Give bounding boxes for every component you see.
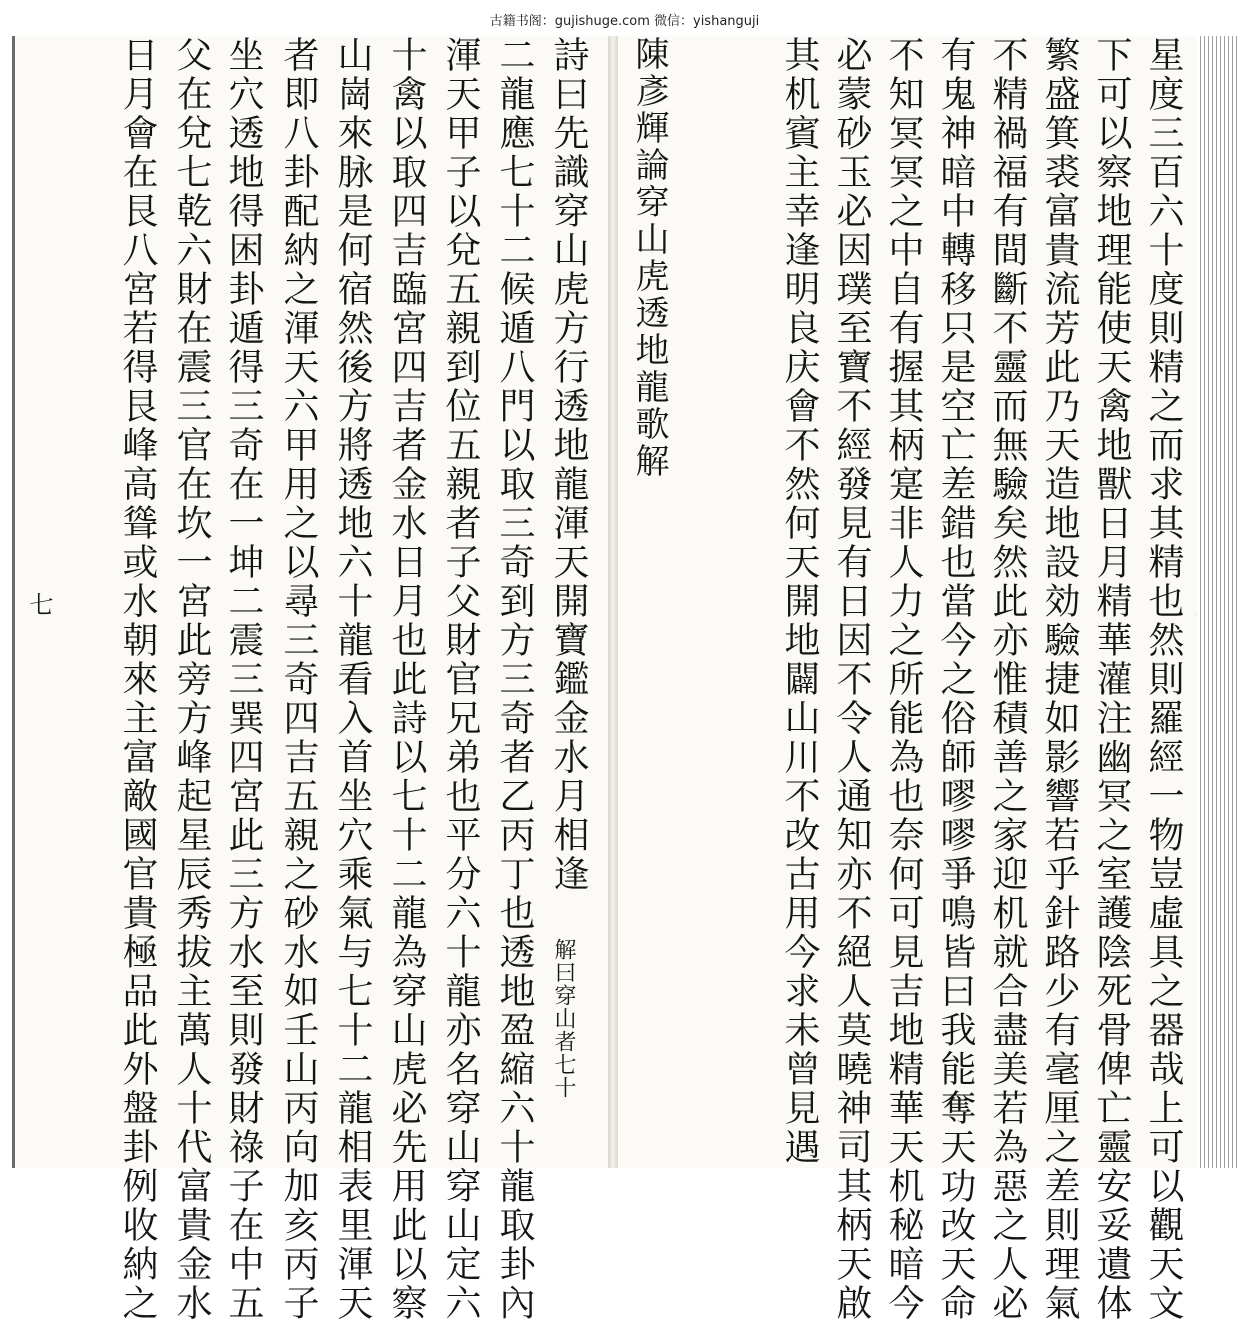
left-column-6: 者即八卦配納之渾天六甲用之以尋三奇四吉五親之砂水如壬山丙向加亥丙子 bbox=[278, 36, 319, 1323]
right-column-3: 繁盛箕裘富貴流芳此乃天造地設効驗捷如影響若乎針路少有毫厘之差則理氣 bbox=[1039, 36, 1080, 1323]
right-page bbox=[618, 36, 1237, 1323]
right-column-2: 下可以察地理能使天禽地獸日月精華灌注幽冥之室護陰死骨俾亡靈安妥遺体 bbox=[1091, 36, 1132, 1323]
left-column-9: 日月會在艮八宮若得艮峰高聳或水朝來主富敵國官貴極品此外盤卦例收納之 bbox=[117, 36, 158, 1323]
left-column-5: 山崗來脉是何宿然後方將透地六十龍看入首坐穴乘氣与七十二龍相表里渾天 bbox=[332, 36, 373, 1323]
left-column-3: 渾天甲子以兌五親到位五親者子父財官兄弟也平分六十龍亦名穿山穿山定六 bbox=[440, 36, 481, 1323]
left-page-number: 七 bbox=[25, 592, 53, 616]
left-column-7: 坐穴透地得困卦遁得三奇在一坤二震三巽四宮此三方水至則發財祿子在中五 bbox=[223, 36, 264, 1323]
right-column-5: 有鬼神暗中轉移只是空亡差錯也當今之俗師嘐嘐爭鳴皆曰我能奪天功改天命 bbox=[935, 36, 976, 1323]
section-title: 陳彥輝論穿山虎透地龍歌解 bbox=[629, 36, 669, 480]
left-column-2: 二龍應七十二候遁八門以取三奇到方三奇者乙丙丁也透地盈縮六十龍取卦內 bbox=[494, 36, 535, 1323]
left-column-4: 十禽以取四吉臨宮四吉者金水日月也此詩以七十二龍為穿山虎必先用此以察 bbox=[386, 36, 427, 1323]
right-column-6: 不知冥冥之中自有握其柄寔非人力之所能為也奈何可見吉地精華天机秘暗今 bbox=[883, 36, 924, 1323]
book-spread bbox=[12, 36, 1237, 1323]
right-column-4: 不精禍福有間斷不靈而無驗矣然此亦惟積善之家迎机就合盡美若為惡之人必 bbox=[987, 36, 1028, 1323]
right-column-7: 必蒙砂玉必因璞至寶不經發見有日因不令人通知亦不絕人莫曉神司其柄天啟 bbox=[831, 36, 872, 1323]
left-column-1: 詩曰先識穿山虎方行透地龍渾天開寶鑑金水月相逢 bbox=[548, 36, 589, 894]
left-page bbox=[12, 36, 610, 1323]
watermark: 古籍书阁：gujishuge.com 微信：yishanguji bbox=[489, 14, 760, 29]
page-edge-stack bbox=[1197, 36, 1237, 1168]
left-column-1-note: 解曰穿山者七十 bbox=[551, 938, 576, 1099]
left-column-8: 父在兌七乾六財在震三官在坎一宮此旁方峰起星辰秀拔主萬人十代富貴金水 bbox=[171, 36, 212, 1323]
right-column-1: 星度三百六十度則精之而求其精也然則羅經一物豈虛具之器哉上可以觀天文 bbox=[1143, 36, 1184, 1323]
page-edge-left bbox=[12, 36, 15, 1168]
right-column-8: 其机賓主幸逢明良庆會不然何天開地闢山川不改古用今求未曾見遇 bbox=[779, 36, 820, 1167]
